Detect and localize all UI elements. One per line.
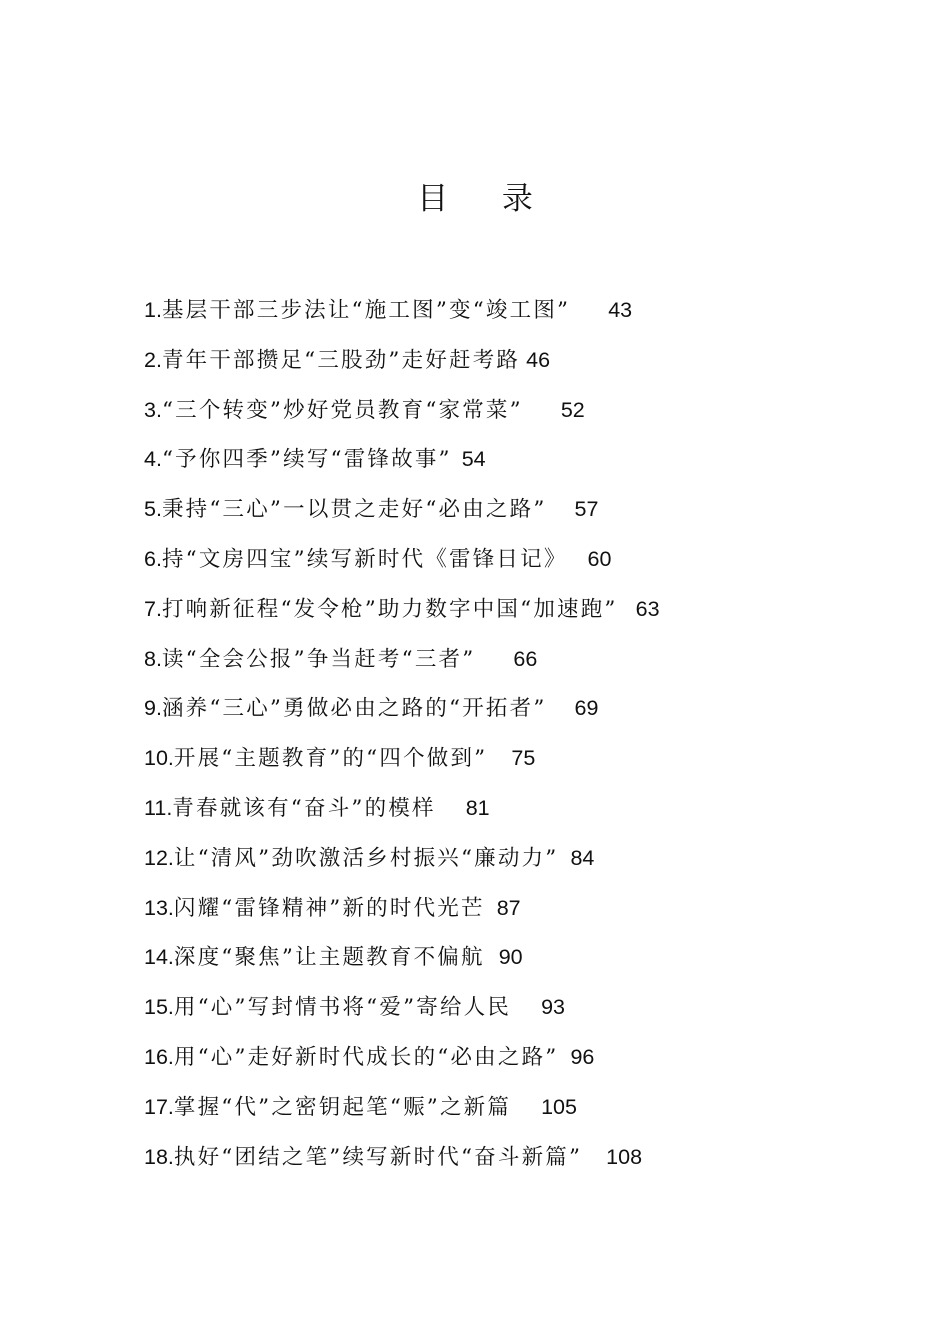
toc-entry-title: 青春就该有“奋斗”的模样 — [172, 795, 436, 821]
toc-entry-number: 15. — [144, 995, 174, 1020]
toc-entry-title: 开展“主题教育”的“四个做到” — [173, 746, 488, 772]
toc-entry-title: 基层干部三步法让“施工图”变“竣工图” — [161, 298, 571, 323]
toc-entry-page-number: 43 — [608, 298, 633, 322]
toc-entry-number: 6. — [144, 546, 162, 571]
toc-entry[interactable] — [144, 784, 844, 834]
toc-entry-page-number: 46 — [526, 347, 551, 372]
toc-entry[interactable] — [144, 1033, 844, 1083]
toc-entry-page-number: 52 — [560, 397, 585, 422]
toc-entry-title: 用“心”走好新时代成长的“必由之路” — [173, 1044, 559, 1070]
toc-entry[interactable] — [144, 535, 844, 585]
toc-entry-page-number: 105 — [541, 1094, 577, 1119]
toc-entry-title: “予你四季”续写“雷锋故事” — [161, 447, 452, 473]
toc-entry[interactable] — [144, 884, 844, 934]
toc-entry-number: 5. — [144, 497, 162, 522]
toc-entry-number: 11. — [144, 795, 173, 820]
toc-entry-title: “三个转变”炒好党员教育“家常菜” — [161, 397, 523, 423]
toc-entry[interactable] — [144, 734, 844, 784]
toc-entry-number: 2. — [144, 347, 162, 372]
page-title: 目 录 — [417, 180, 555, 217]
toc-entry-page-number: 63 — [635, 596, 660, 621]
toc-entry[interactable] — [144, 485, 844, 535]
toc-entry-number: 14. — [144, 945, 174, 970]
toc-entry[interactable] — [144, 286, 844, 336]
toc-entry[interactable] — [144, 983, 844, 1033]
toc-entry-number: 17. — [144, 1094, 174, 1119]
toc-entry-number: 8. — [144, 646, 162, 671]
toc-entry-number: 13. — [144, 895, 174, 920]
toc-entry-page-number: 84 — [570, 845, 595, 870]
toc-entry-page-number: 60 — [587, 546, 612, 571]
toc-entry[interactable] — [144, 1133, 844, 1183]
toc-entry-page-number: 93 — [541, 995, 565, 1020]
toc-entry-number: 4. — [144, 447, 162, 472]
toc-entry-title: 持“文房四宝”续写新时代《雷锋日记》 — [161, 546, 568, 572]
toc-entry-title: 打响新征程“发令枪”助力数字中国“加速跑” — [161, 596, 618, 622]
toc-entry-title: 用“心”写封情书将“爱”寄给人民 — [173, 995, 512, 1021]
toc-entry-page-number: 90 — [498, 945, 523, 970]
toc-entry-title: 执好“团结之笔”续写新时代“奋斗新篇” — [173, 1144, 583, 1170]
toc-entry-page-number: 81 — [465, 795, 490, 820]
toc-entry-number: 7. — [144, 596, 162, 621]
toc-entry[interactable] — [144, 435, 844, 485]
toc-entry-number: 12. — [144, 845, 174, 870]
toc-entry-title: 让“清风”劲吹激活乡村振兴“廉动力” — [173, 845, 559, 871]
toc-entry-title: 深度“聚焦”让主题教育不偏航 — [173, 945, 485, 971]
toc-entry-number: 18. — [144, 1144, 174, 1169]
toc-entry-number: 16. — [144, 1044, 174, 1069]
toc-entry-title: 秉持“三心”一以贯之走好“必由之路” — [161, 497, 547, 523]
toc-entry[interactable] — [144, 585, 844, 635]
toc-entry-number: 9. — [144, 696, 162, 721]
toc-entry-number: 3. — [144, 397, 162, 422]
toc-entry[interactable] — [144, 386, 844, 436]
toc-entry[interactable] — [144, 684, 844, 734]
table-of-contents — [144, 286, 844, 1182]
toc-entry-number: 1. — [144, 298, 162, 322]
toc-entry-page-number: 66 — [513, 646, 538, 671]
toc-entry-page-number: 96 — [570, 1044, 595, 1069]
toc-entry-title: 涵养“三心”勇做必由之路的“开拓者” — [161, 696, 547, 722]
toc-entry[interactable] — [144, 336, 844, 386]
toc-entry-page-number: 87 — [496, 895, 521, 920]
toc-entry[interactable] — [144, 834, 844, 884]
toc-entry-title: 读“全会公报”争当赶考“三者” — [161, 646, 476, 672]
toc-entry-number: 10. — [144, 746, 174, 771]
toc-entry-title: 掌握“代”之密钥起笔“赈”之新篇 — [173, 1094, 512, 1120]
toc-entry[interactable] — [144, 933, 844, 983]
toc-entry-page-number: 75 — [511, 746, 536, 771]
toc-entry-title: 闪耀“雷锋精神”新的时代光芒 — [173, 895, 485, 921]
toc-entry-title: 青年干部攒足“三股劲”走好赶考路 — [161, 347, 521, 373]
toc-entry-page-number: 69 — [574, 696, 599, 721]
toc-entry-page-number: 54 — [461, 447, 486, 472]
toc-entry[interactable] — [144, 635, 844, 685]
toc-entry-page-number: 108 — [606, 1144, 643, 1169]
toc-entry[interactable] — [144, 1083, 844, 1133]
toc-entry-page-number: 57 — [574, 497, 599, 522]
